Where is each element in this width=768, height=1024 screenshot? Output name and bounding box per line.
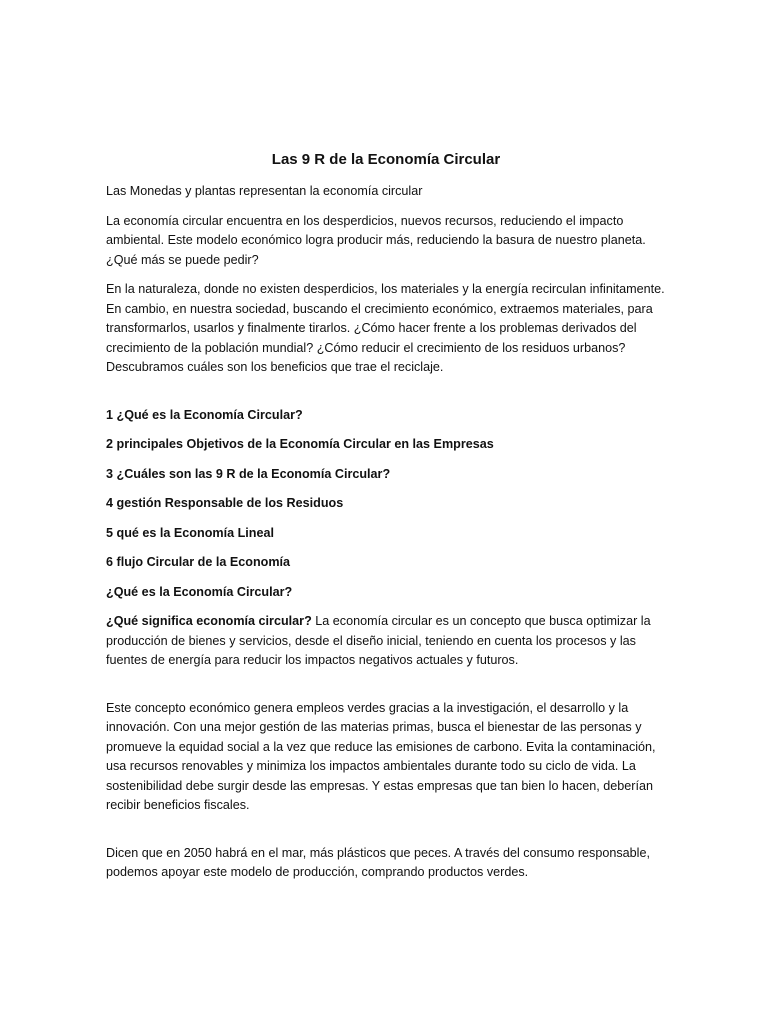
paragraph-definition xyxy=(106,612,666,671)
toc-item: 2 principales Objetivos de la Economía Circular en las Empresas xyxy=(106,437,494,451)
paragraph-concept: Este concepto económico genera empleos verdes gracias a la investigación, el desarrollo y la innovación. Con una mejor gestión de las materias primas, busca el bienestar de las personas y promueve la equidad social a la vez que reduce las emisiones de carbono. Evita la contaminación, usa recursos renovables y minimiza los impactos ambientales durante todo su ciclo de vida. La sostenibilidad debe surgir desde las empresas. Y estas empresas que tan bien lo hacen, deberían recibir beneficios fiscales. xyxy=(106,700,656,812)
toc-item: 4 gestión Responsable de los Residuos xyxy=(106,496,344,510)
document-title: Las 9 R de la Economía Circular xyxy=(271,151,501,168)
definition-lead: ¿Qué significa economía circular? xyxy=(106,614,312,628)
toc-item: 3 ¿Cuáles son las 9 R de la Economía Circular? xyxy=(106,466,391,481)
paragraph-intro: La economía circular encuentra en los desperdicios, nuevos recursos, reduciendo el impacto ambiental. Este modelo económico logra producir más, reduciendo la basura de nuestro planeta. ¿Qué más se puede pedir? xyxy=(106,213,646,267)
toc-item: 6 flujo Circular de la Economía xyxy=(106,555,291,569)
document-content xyxy=(106,150,666,893)
definition-text: La economía circular es un concepto que busca optimizar la producción de bienes y servicios, desde el diseño inicial, teniendo en cuenta los procesos y las fuentes de energía para reducir los impactos negativos actuales y futuros. xyxy=(106,614,651,667)
toc-item: 1 ¿Qué es la Economía Circular? xyxy=(106,407,303,422)
table-of-contents xyxy=(106,406,666,603)
section-heading: ¿Qué es la Economía Circular? xyxy=(106,584,293,599)
intro-caption: Las Monedas y plantas representan la economía circular xyxy=(106,184,423,198)
paragraph-2050: Dicen que en 2050 habrá en el mar, más plásticos que peces. A través del consumo responsable, podemos apoyar este modelo de producción, comprando productos verdes. xyxy=(106,845,650,879)
paragraph-nature: En la naturaleza, donde no existen desperdicios, los materiales y la energía recirculan infinitamente. En cambio, en nuestra sociedad, buscando el crecimiento económico, extraemos materiales, para transformarlos, usarlos y finalmente tirarlos. ¿Cómo hacer frente a los problemas derivados del crecimiento de la población mundial? ¿Cómo reducir el crecimiento de los residuos urbanos? Descubramos cuáles son los beneficios que trae el reciclaje. xyxy=(106,282,665,374)
toc-item: 5 qué es la Economía Lineal xyxy=(106,525,274,540)
